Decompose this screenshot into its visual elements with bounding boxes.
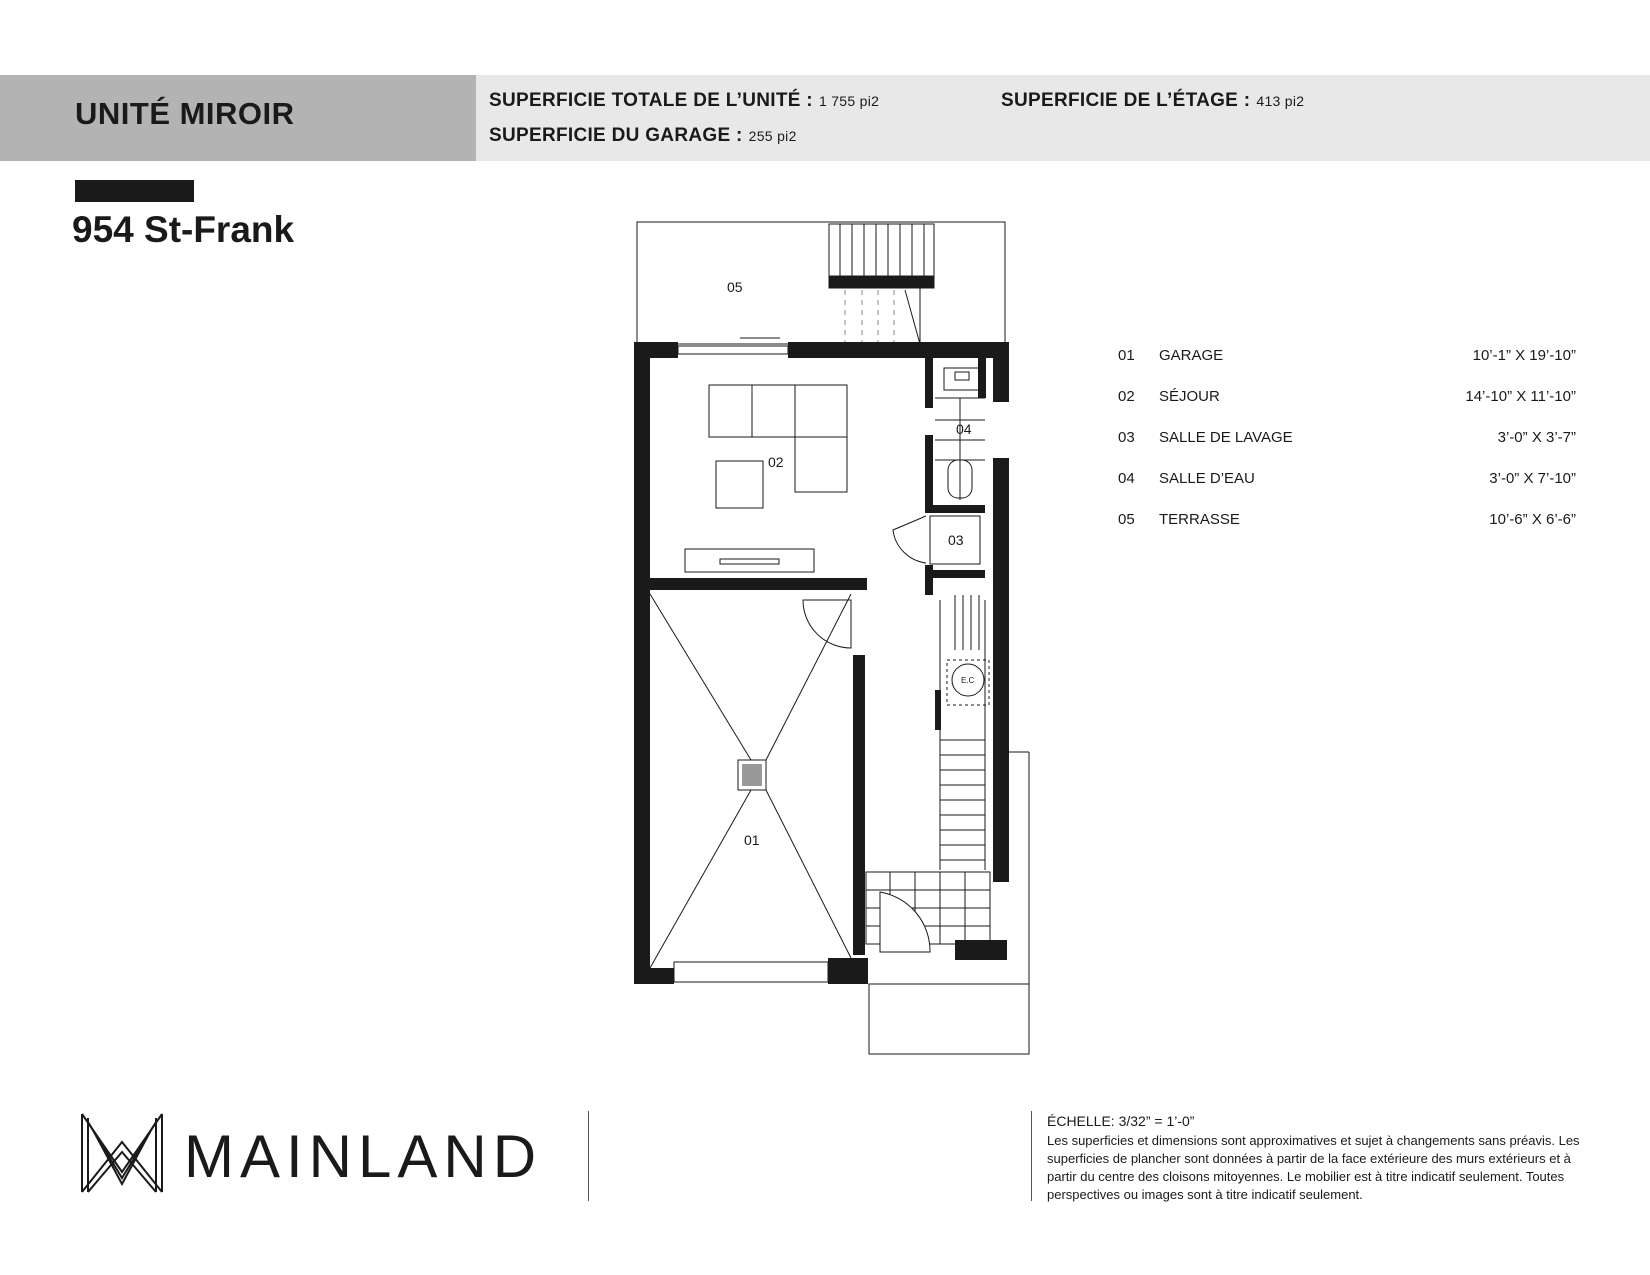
room-label-03: 03: [948, 532, 964, 548]
unit-title: UNITÉ MIROIR: [75, 96, 295, 131]
room-label-04: 04: [956, 421, 972, 437]
floor-area-label: SUPERFICIE DE L’ÉTAGE :: [1001, 90, 1251, 111]
disclaimer: Les superficies et dimensions sont approximatives et sujet à changements sans préavis. Les superficies de plancher sont données à partir de la face extérieure des murs extérieurs et à partir du centre des cloisons mitoyennes. Le mobilier est à titre indicatif seulement. Toutes perspectives ou images sont à titre indicatif seulement.: [1047, 1133, 1580, 1202]
garage-area-value: 255 pi2: [748, 128, 797, 144]
stair-dashes: [845, 290, 894, 344]
floor-drain-icon: [738, 760, 766, 790]
room-row: [1118, 383, 1576, 424]
room-number: 02: [1118, 388, 1135, 405]
room-dimensions: 10’-6” X 6’-6”: [1489, 511, 1576, 528]
room-name: SALLE D’EAU: [1159, 470, 1255, 487]
terrace-area: [637, 222, 1005, 344]
room-dimensions: 10’-1” X 19’-10”: [1472, 347, 1576, 364]
room-row: [1118, 506, 1576, 547]
room-name: SÉJOUR: [1159, 388, 1220, 405]
room-schedule: [1118, 342, 1576, 547]
patio-door: [678, 338, 788, 354]
total-area: [489, 90, 879, 112]
garage-area-label: SUPERFICIE DU GARAGE :: [489, 125, 743, 146]
tv-console: [685, 549, 814, 572]
address: 954 St-Frank: [72, 209, 295, 250]
room-name: SALLE DE LAVAGE: [1159, 429, 1293, 446]
scale-note: ÉCHELLE: 3/32” = 1’-0”: [1047, 1113, 1195, 1129]
coffee-table: [716, 461, 763, 508]
terrace-stairs: [829, 224, 934, 344]
garage-area: [489, 125, 797, 147]
sofa: [709, 385, 847, 492]
floor-area-value: 413 pi2: [1256, 93, 1305, 109]
water-heater-label: E.C: [961, 676, 975, 685]
interior-walls: [650, 358, 986, 955]
room-label-02: 02: [768, 454, 784, 470]
room-label-01: 01: [744, 832, 760, 848]
garage-door: [674, 962, 828, 982]
room-name: TERRASSE: [1159, 511, 1240, 528]
room-row: [1118, 342, 1576, 383]
room-dimensions: 3’-0” X 3’-7”: [1497, 429, 1576, 446]
mainland-m-logo-icon: [80, 1112, 164, 1194]
laundry: [893, 516, 980, 564]
footer-divider: [588, 1111, 589, 1201]
room-dimensions: 14’-10” X 11’-10”: [1465, 388, 1576, 405]
room-name: GARAGE: [1159, 347, 1224, 364]
floor-plan: [620, 210, 1040, 1060]
room-number: 05: [1118, 511, 1135, 528]
entry-door-swing: [880, 892, 930, 952]
room-row: [1118, 424, 1576, 465]
room-dimensions: 3’-0” X 7’-10”: [1489, 470, 1576, 487]
notes-divider: [1031, 1111, 1032, 1201]
total-area-label: SUPERFICIE TOTALE DE L’UNITÉ :: [489, 90, 813, 111]
room-number: 01: [1118, 347, 1135, 364]
closet-hangers: [955, 595, 979, 650]
room-row: [1118, 465, 1576, 506]
floor-area: [1001, 90, 1304, 112]
total-area-value: 1 755 pi2: [818, 93, 880, 109]
address-bar-decoration: [75, 180, 194, 202]
room-number: 04: [1118, 470, 1135, 487]
exterior-walls: [634, 342, 1009, 984]
room-number: 03: [1118, 429, 1135, 446]
header-area-panel: [476, 75, 1650, 161]
brand-name: MAINLAND: [184, 1123, 543, 1190]
room-label-05: 05: [727, 279, 743, 295]
